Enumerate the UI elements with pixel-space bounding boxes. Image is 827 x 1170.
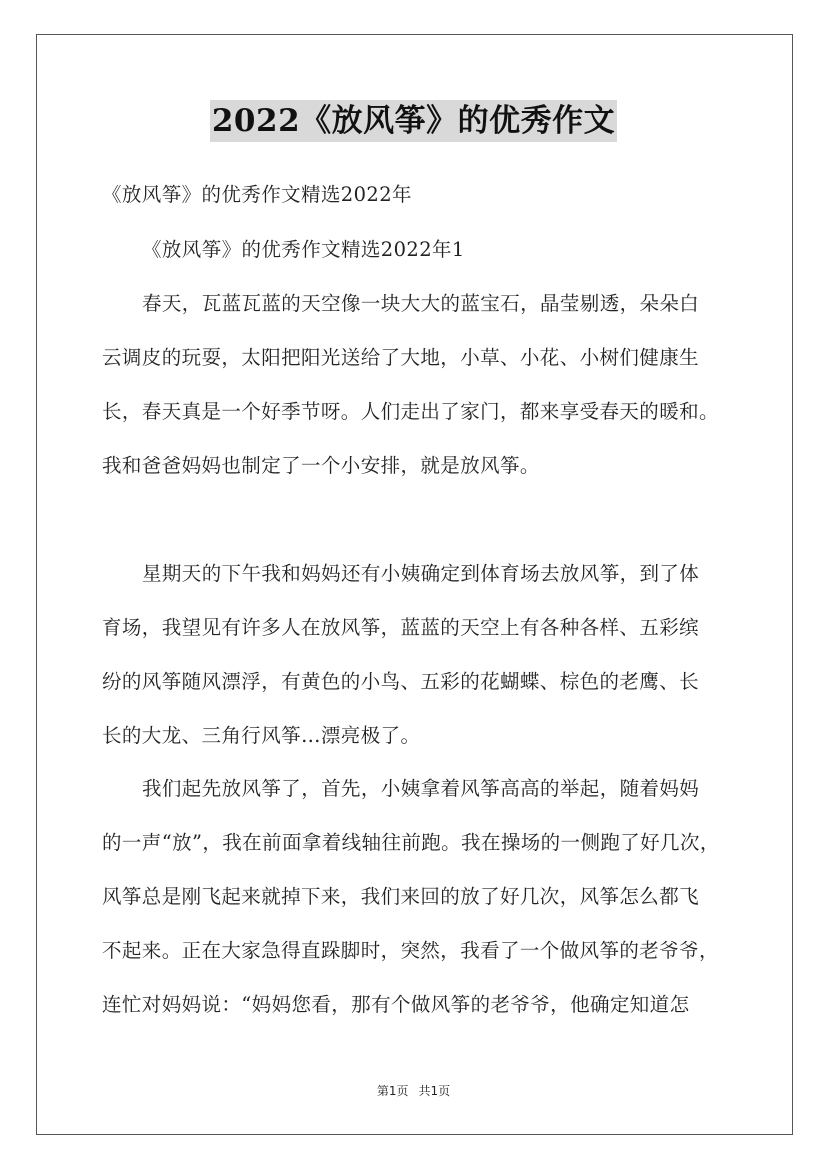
- page-total: 共1页: [418, 1084, 451, 1098]
- document-title: 2022《放风筝》的优秀作文: [210, 100, 617, 142]
- paragraph-3-line-4: 不起来。正在大家急得直跺脚时，突然，我看了一个做风筝的老爷爷，: [102, 939, 719, 962]
- section-heading: 《放风筝》的优秀作文精选2022年1: [142, 238, 465, 261]
- paragraph-3-line-1: 我们起先放风筝了，首先，小姨拿着风筝高高的举起，随着妈妈: [142, 777, 700, 800]
- paragraph-1-line-4: 我和爸爸妈妈也制定了一个小安排，就是放风筝。: [102, 454, 540, 477]
- title-container: [0, 100, 827, 142]
- paragraph-3-line-3: 风筝总是刚飞起来就掉下来，我们来回的放了好几次，风筝怎么都飞: [102, 885, 700, 908]
- paragraph-1-line-3: 长，春天真是一个好季节呀。人们走出了家门，都来享受春天的暖和。: [102, 400, 719, 423]
- paragraph-3-line-5: 连忙对妈妈说：“妈妈您看，那有个做风筝的老爷爷，他确定知道怎: [102, 993, 690, 1016]
- paragraph-1-line-2: 云调皮的玩耍，太阳把阳光送给了大地，小草、小花、小树们健康生: [102, 346, 700, 369]
- paragraph-2-line-1: 星期天的下午我和妈妈还有小姨确定到体育场去放风筝，到了体: [142, 562, 700, 585]
- paragraph-1-line-1: 春天，瓦蓝瓦蓝的天空像一块大大的蓝宝石，晶莹剔透，朵朵白: [142, 292, 700, 315]
- paragraph-3-line-2: 的一声“放”，我在前面拿着线轴往前跑。我在操场的一侧跑了好几次，: [102, 831, 720, 854]
- paragraph-2-line-4: 长的大龙、三角行风筝…漂亮极了。: [102, 724, 421, 747]
- page-footer: [0, 1083, 827, 1099]
- document-subtitle: 《放风筝》的优秀作文精选2022年: [102, 183, 412, 206]
- paragraph-2-line-3: 纷的风筝随风漂浮，有黄色的小鸟、五彩的花蝴蝶、棕色的老鹰、长: [102, 670, 700, 693]
- page-number: 第1页: [376, 1084, 409, 1098]
- paragraph-2-line-2: 育场，我望见有许多人在放风筝，蓝蓝的天空上有各种各样、五彩缤: [102, 616, 700, 639]
